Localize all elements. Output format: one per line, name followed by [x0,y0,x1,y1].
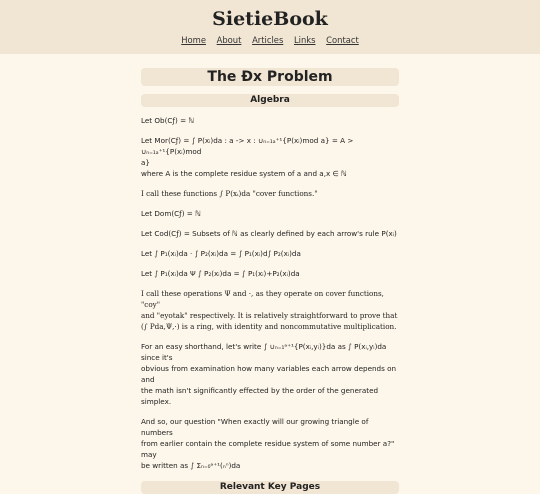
site-header [0,0,540,54]
paragraph [141,188,399,199]
paragraph-line: the math isn't significantly effected by the order of the generated simplex. [141,386,379,406]
paragraph [141,416,399,471]
nav-contact-link[interactable]: Contact [326,35,359,45]
paragraph-line: a} [141,158,150,167]
paragraph-line: I call these operations Ψ and ·, as they operate on cover functions, "coy" [141,289,384,309]
paragraph-line: For an easy shorthand, let's write ∫ ∪ₙ₌₁ᵃ⁺¹{P(xᵢ,yᵢ)}da as ∫ P(xᵢ,yᵢ)da since it's [141,342,387,362]
article-body [141,115,399,471]
paragraph [141,288,399,332]
section-title-next: Relevant Key Pages [141,481,399,494]
paragraph-line: be written as ∫ Σₙ₌₀ᵃ⁺¹(ₙⁿ)da [141,461,241,470]
nav-home-link[interactable]: Home [181,35,206,45]
paragraph-line: from earlier contain the complete residue system of some number a?" may [141,439,395,459]
section-title-algebra: Algebra [141,94,399,107]
paragraph-line: (∫ Pda,Ψ,·) is a ring, with identity and noncommutative multiplication. [141,322,397,331]
paragraph [141,208,399,219]
paragraph-line: where A is the complete residue system of a and a,x ∈ ℕ [141,169,347,178]
paragraph-line: Let Mor(Cƒ) = ∫ P(xᵢ)da : a -> x : ∪ₙ₌₁ₐ⁺¹{P(xᵢ)mod a} = A > ∪ₙ₌₁ₐ⁺¹{P(xᵢ)mod [141,136,354,156]
nav-links-link[interactable]: Links [293,35,316,45]
main-content [141,54,399,494]
paragraph-line: Let Dom(Cƒ) = ℕ [141,209,201,218]
paragraph-line: Let ∫ P₁(xᵢ)da · ∫ P₂(xᵢ)da = ∫ P₁(xᵢ)d∫ P₂(xᵢ)da [141,249,301,258]
nav-about-link[interactable]: About [216,35,242,45]
paragraph-line: and "eyotak" respectively. It is relatively straightforward to prove that [141,311,398,320]
paragraph [141,115,399,126]
nav-articles-link[interactable]: Articles [252,35,284,45]
paragraph-line: Let Cod(Cƒ) = Subsets of ℕ as clearly defined by each arrow's rule P(xᵢ) [141,229,397,238]
paragraph-line: I call these functions ∫ P(xᵢ)da "cover functions." [141,189,318,198]
paragraph [141,228,399,239]
paragraph [141,341,399,407]
paragraph-line: And so, our question "When exactly will our growing triangle of numbers [141,417,369,437]
paragraph [141,135,399,179]
main-nav [0,35,540,45]
site-title[interactable]: SietieBook [212,8,328,30]
paragraph [141,248,399,259]
paragraph [141,268,399,279]
page-title: The Ðx Problem [141,68,399,86]
paragraph-line: Let Ob(Cƒ) = ℕ [141,116,195,125]
paragraph-line: obvious from examination how many variables each arrow depends on and [141,364,397,384]
paragraph-line: Let ∫ P₁(xᵢ)da Ψ ∫ P₂(xᵢ)da = ∫ P₁(xᵢ)+P₂(xᵢ)da [141,269,300,278]
